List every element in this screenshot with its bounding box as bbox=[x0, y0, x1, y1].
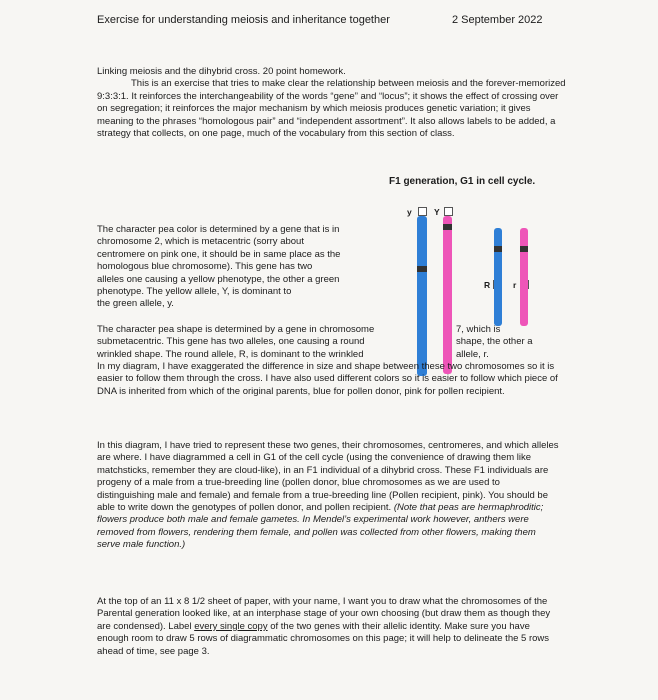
pea-shape-line: wrinkled shape. The round allele, R, is dominant to the wrinkled bbox=[97, 348, 364, 360]
intro-body: This is an exercise that tries to make clear the relationship between meiosis and the forever-memorized 9:3:3:1. It reinforces the interchangeability of the words “gene” and “locus”; it shows the effect of crossing over on segregation; it reinforces the major mechanism by which meiosis produces genetic variation; it gives meaning to the phrases “homologous pair” and “independent assortment”. It also allows labels to be added, a strategy that collects, on one page, much of the vocabulary from this section of class. bbox=[97, 78, 566, 140]
pea-shape-line: The character pea shape is determined by a gene in chromosome bbox=[97, 324, 375, 335]
pea-shape-line: allele, r. bbox=[456, 348, 489, 360]
centromere-pink-2 bbox=[443, 224, 452, 230]
pea-color-line: The character pea color is determined by a gene that is in bbox=[97, 224, 340, 235]
allele-label-R: R bbox=[484, 280, 491, 290]
allele-label-y: y bbox=[407, 207, 412, 217]
pea-shape-line: submetacentric. This gene has two alleles, one causing a round bbox=[97, 336, 365, 348]
assignment-emphasis: every single copy bbox=[194, 620, 268, 632]
chromosome-2-blue bbox=[417, 216, 427, 376]
assignment-paragraph bbox=[97, 596, 559, 658]
pea-color-line: homologous blue chromosome). This gene has two bbox=[97, 261, 313, 273]
pea-color-line: alleles one causing a yellow phenotype, the other a green bbox=[97, 273, 340, 285]
document-title: Exercise for understanding meiosis and inheritance together bbox=[97, 14, 390, 26]
pea-shape-line: 7, which is bbox=[456, 324, 501, 335]
document-date: 2 September 2022 bbox=[452, 14, 543, 26]
pea-shape-right bbox=[456, 324, 533, 361]
pea-color-line: the green allele, y. bbox=[97, 298, 174, 310]
pea-shape-rest: In my diagram, I have exaggerated the difference in size and shape between these two chromosomes so it is easier to follow them through the cross. I have also used different colors so it is easier to follow which piece of DNA is inherited from which of the original parents, blue for pollen donor, pink for pollen recipient. bbox=[97, 361, 558, 397]
assignment-text: At the top of an 11 x 8 1/2 sheet of paper, with your name, I want you to draw what the chromosomes of the Parental generation looked like, at an interphase stage of your own choosing (but draw them as though they are condensed). Label bbox=[97, 596, 551, 632]
diagram-explanation-note: (Note that peas are hermaphroditic; flowers produce both male and female gametes. In Mendel’s experimental work however, anthers were removed from flowers, rendering them female, and pollen was collected from other flowers, making them serve male function.) bbox=[97, 502, 544, 551]
diagram-explanation-text: In this diagram, I have tried to represent these two genes, their chromosomes, centromeres, and which alleles are where. I have diagrammed a cell in G1 of the cell cycle (using the convenience of drawing them like matchsticks, remember they are cloud-like), in an F1 individual of a dihybrid cross. These F1 individuals are progeny of a male from a true-breeding line (pollen donor, blue chromosomes as we are used to distinguishing male and female) and female from a true-breeding line (Pollen recipient, pink). You should be able to write down the genotypes of pollen donor, and pollen recipient. bbox=[97, 440, 559, 514]
pea-shape-continued bbox=[97, 361, 565, 398]
allele-marker-y bbox=[418, 207, 427, 216]
allele-marker-Y bbox=[444, 207, 453, 216]
figure-caption: F1 generation, G1 in cell cycle. bbox=[389, 176, 536, 187]
intro-paragraph bbox=[97, 66, 567, 140]
centromere-blue-2 bbox=[417, 266, 427, 272]
pea-color-paragraph bbox=[97, 224, 397, 311]
intro-heading: Linking meiosis and the dihybrid cross. 20 point homework. bbox=[97, 66, 346, 77]
pea-shape-line: shape, the other a bbox=[456, 336, 533, 348]
allele-label-Y: Y bbox=[434, 207, 440, 217]
centromere-blue-7 bbox=[494, 246, 502, 252]
pea-shape-left bbox=[97, 324, 374, 361]
pea-color-line: centromere on pink one, it should be in same place as the bbox=[97, 248, 341, 260]
allele-label-r: r bbox=[513, 280, 517, 290]
chromosome-7-blue bbox=[494, 228, 502, 326]
centromere-pink-7 bbox=[520, 246, 528, 252]
chromosome-2-pink bbox=[443, 216, 452, 374]
pea-color-line: chromosome 2, which is metacentric (sorry about bbox=[97, 236, 304, 248]
pea-color-line: phenotype. The yellow allele, Y, is dominant to bbox=[97, 286, 292, 298]
chromosome-7-pink bbox=[520, 228, 528, 326]
diagram-explanation-paragraph bbox=[97, 440, 559, 552]
assignment-text: of the two genes with their allelic identity. Make sure you have enough room to draw 5 rows of diagrammatic chromosomes on this page; it will help to delineate the 5 rows ahead of time, see page 3. bbox=[97, 620, 550, 657]
